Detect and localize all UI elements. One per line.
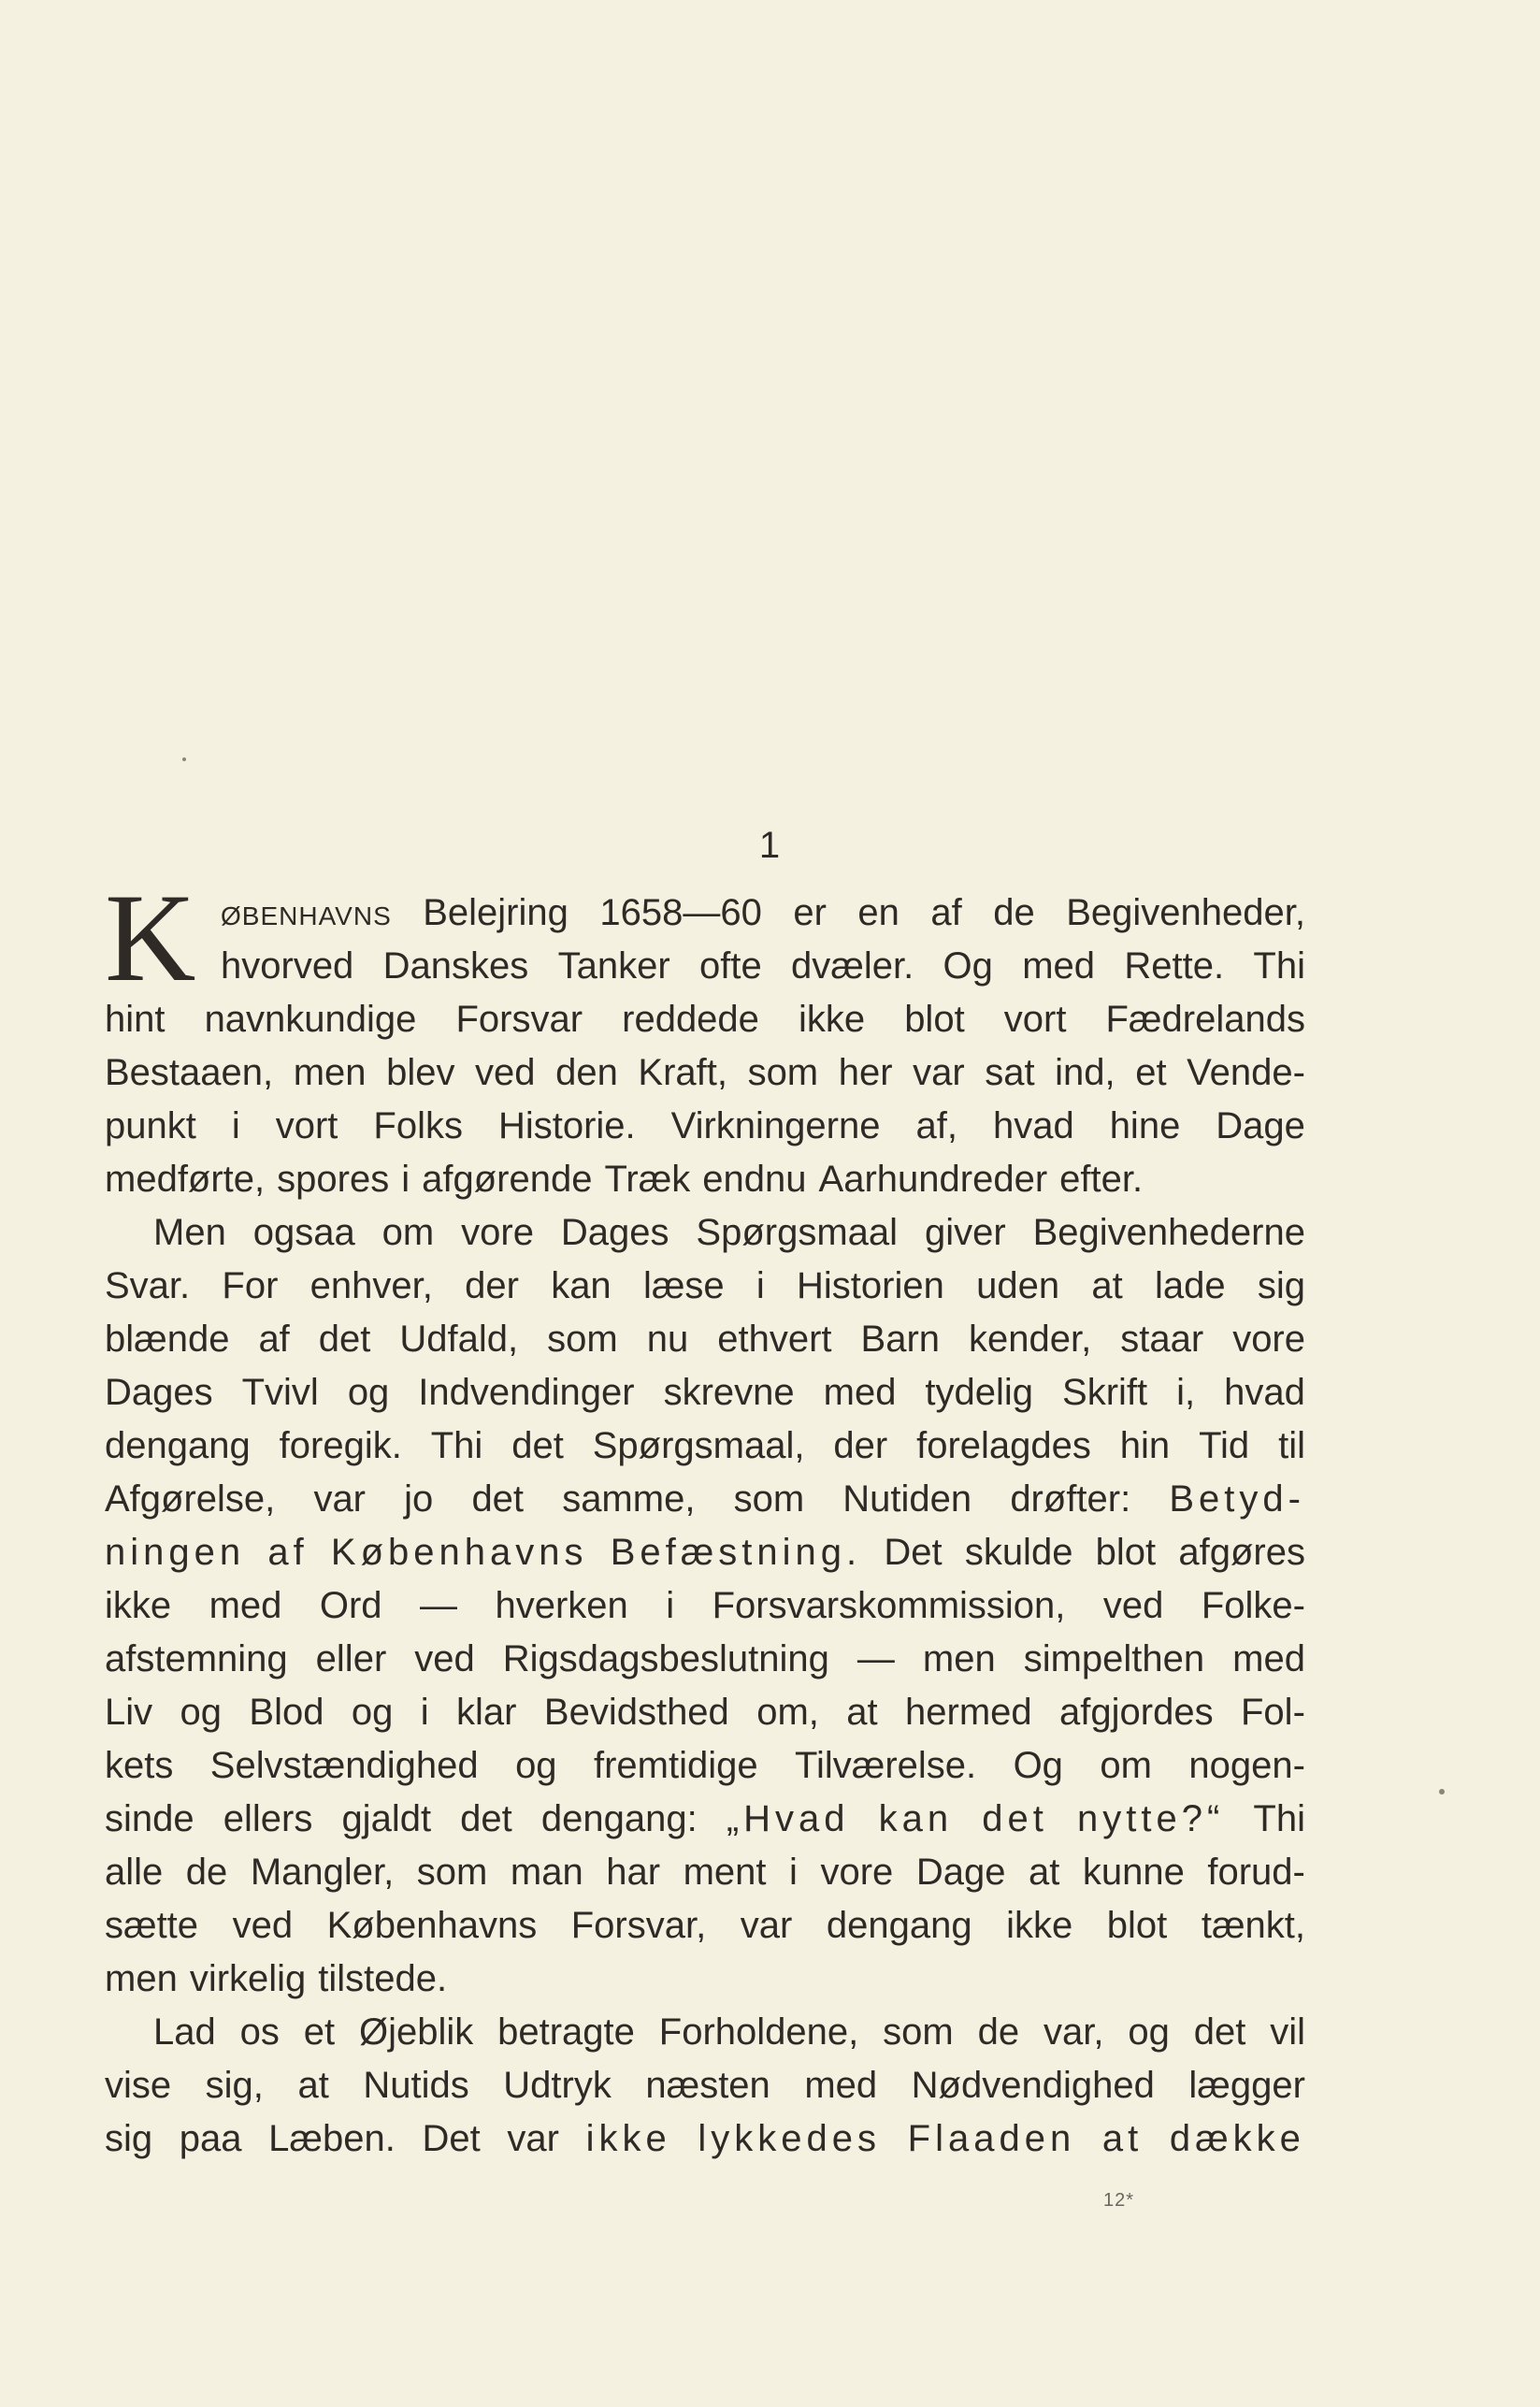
word: ikke [798,999,866,1040]
word: som [747,1052,819,1093]
word: Dage [1216,1105,1305,1146]
word: ellers [223,1798,313,1839]
word: endnu [702,1159,807,1200]
word: kunne [1082,1852,1185,1893]
word: Øjeblik [358,2011,474,2053]
word: nu [646,1319,689,1360]
word: ethvert [717,1319,832,1360]
word: næsten [645,2065,770,2106]
word: der [833,1425,888,1466]
word: Spørgsmaal, [592,1425,805,1466]
word: i [666,1585,675,1626]
word: i, [1176,1372,1196,1413]
word: Spørgsmaal [696,1212,899,1253]
word: Lad [153,2011,216,2053]
word: som [547,1319,618,1360]
word: tilstede. [318,1958,448,1999]
text-line [105,1366,1305,1420]
word: blot [1106,1905,1168,1946]
word: hvad [992,1105,1074,1146]
word: For [222,1265,279,1306]
text-line [105,1313,1305,1366]
word: og [180,1692,223,1733]
word: det [460,1798,512,1839]
word: Historie. [497,1105,636,1146]
word: sig, [205,2065,264,2106]
word: et [1135,1052,1167,1093]
word: men [293,1052,367,1093]
word: Begivenhederne [1032,1212,1305,1253]
text-line [105,2112,1305,2166]
word: som [733,1478,805,1520]
word: som [883,2011,954,2053]
word: har [606,1852,661,1893]
word: ofte [698,945,762,987]
word: medførte, [105,1159,266,1200]
word: enhver, [309,1265,433,1306]
word: ved [475,1052,536,1093]
text-line [105,2006,1305,2059]
word: det [511,1425,564,1466]
word: med [804,2065,878,2106]
word: samme, [562,1478,696,1520]
word: de [993,892,1035,933]
word: sinde [105,1798,194,1839]
word: giver [924,1212,1006,1253]
word: Tilværelse. [795,1745,977,1786]
word: at [846,1692,878,1733]
word: her [838,1052,893,1093]
word: om, [756,1692,819,1733]
word: hvorved [221,945,354,987]
text-line [105,940,1305,993]
word: dengang [105,1425,251,1466]
word: afgøres [1178,1532,1305,1573]
word: sætte [105,1905,199,1946]
word: Belejring [423,892,569,933]
word: Virkningerne [670,1105,881,1146]
word: var [507,2118,559,2159]
word: Vende- [1187,1052,1305,1093]
word: Forsvar, [570,1905,707,1946]
word: uden [976,1265,1060,1306]
word: „Hvad [726,1798,850,1839]
word: nytte?“ [1076,1798,1225,1839]
word: læse [642,1265,725,1306]
word: Historien [797,1265,944,1306]
text-line [105,1739,1305,1793]
text-line [105,1206,1305,1260]
drop-cap-letter: K [105,869,196,1008]
word: lade [1154,1265,1226,1306]
word: Bevidsthed [543,1692,729,1733]
word: Fol- [1241,1692,1305,1733]
word: efter. [1059,1159,1144,1200]
word: Svar. [105,1265,191,1306]
word: vil [1270,2011,1305,2053]
word: Aarhundreder [818,1159,1048,1200]
word: et [303,2011,336,2053]
word: ikke [585,2118,671,2159]
word: blot [904,999,965,1040]
word: reddede [622,999,759,1040]
word: Selvstændighed [209,1745,479,1786]
word: Begivenheder, [1066,892,1305,933]
word: det [318,1319,371,1360]
word: med [823,1372,897,1413]
word: om [1100,1745,1152,1786]
word: tænkt, [1201,1905,1305,1946]
word: drøfter: [1010,1478,1131,1520]
paper-speck [1439,1789,1445,1794]
word: kender, [969,1319,1092,1360]
word: virkelig [189,1958,307,1999]
word: nogen- [1188,1745,1305,1786]
body-text [105,869,1305,2166]
word: lægger [1188,2065,1305,2106]
chapter-number: 1 [758,825,782,866]
word: dengang [826,1905,972,1946]
word: Og [943,945,993,987]
word: Københavns [330,1532,588,1573]
word: Forsvar [455,999,583,1040]
word: det [471,1478,525,1520]
word: ikke [105,1585,172,1626]
word: Det [422,2118,481,2159]
word: betragte [497,2011,635,2053]
word: Forsvarskommission, [712,1585,1066,1626]
word: de [977,2011,1020,2053]
paper-speck [182,757,186,761]
word: Rigsdagsbeslutning [502,1638,829,1679]
word: Barn [860,1319,941,1360]
word: navnkundige [204,999,417,1040]
word: af [258,1319,290,1360]
word: af [267,1532,309,1573]
word: hint [105,999,166,1040]
word: er [793,892,827,933]
text-line [105,1686,1305,1739]
text-line [105,1046,1305,1100]
text-line [105,993,1305,1046]
word: Rette. [1124,945,1225,987]
word: blænde [105,1319,230,1360]
text-line [105,1953,1305,2006]
word: med [1022,945,1096,987]
word: og [1128,2011,1170,2053]
word: skrevne [663,1372,795,1413]
word: Tanker [557,945,670,987]
word: gjaldt [341,1798,432,1839]
word: — [420,1585,457,1626]
word: at [1101,2118,1144,2159]
word: ved [1102,1585,1164,1626]
word: alle [105,1852,164,1893]
word: foregik. [279,1425,402,1466]
word: man [510,1852,583,1893]
word: ningen [105,1532,246,1573]
word: klar [456,1692,517,1733]
word: der [465,1265,519,1306]
word: vort [1003,999,1067,1040]
word: Fædrelands [1105,999,1305,1040]
text-line [105,1473,1305,1526]
word: i [756,1265,765,1306]
word: ogsaa [252,1212,355,1253]
word: Mangler, [250,1852,395,1893]
word: kets [105,1745,174,1786]
word: Afgørelse, [105,1478,276,1520]
word: at [297,2065,329,2106]
word: var [313,1478,367,1520]
word: Blod [249,1692,324,1733]
word: sat [985,1052,1035,1093]
word: Nødvendighed [911,2065,1155,2106]
word: skulde [964,1532,1073,1573]
text-line [105,1526,1305,1579]
word: Thi [430,1425,483,1466]
word: at [1091,1265,1123,1306]
word: hine [1109,1105,1181,1146]
word: den [555,1052,618,1093]
word: som [416,1852,488,1893]
word: kan [551,1265,612,1306]
word: vore [1232,1319,1305,1360]
word: ment [683,1852,767,1893]
word: staar [1120,1319,1204,1360]
word: dengang: [540,1798,698,1839]
word: Og [1013,1745,1063,1786]
word: Dages [105,1372,213,1413]
text-line [105,1260,1305,1313]
word: om [381,1212,435,1253]
word: hermed [905,1692,1032,1733]
word: Men [153,1212,226,1253]
word: dække [1169,2118,1305,2159]
word: Flaaden [907,2118,1076,2159]
word: Folke- [1201,1585,1305,1626]
word: fremtidige [593,1745,758,1786]
word: os [239,2011,280,2053]
word: var, [1043,2011,1104,2053]
text-line [105,1420,1305,1473]
word: Bestaaen, [105,1052,274,1093]
word: de [185,1852,228,1893]
word: Udfald, [399,1319,519,1360]
word: Liv [105,1692,153,1733]
word: var [913,1052,965,1093]
word: afgjordes [1059,1692,1214,1733]
word: afgørende [422,1159,593,1200]
word: i [231,1105,240,1146]
word: Nutiden [842,1478,972,1520]
word: — [856,1638,895,1679]
word: Indvendinger [418,1372,635,1413]
word: øbenhavns [221,892,392,933]
word: Thi [1253,945,1305,987]
word: Dage [915,1852,1006,1893]
signature-mark: 12* [1103,2190,1135,2211]
word: ved [232,1905,294,1946]
word: vise [105,2065,172,2106]
word: vore [820,1852,894,1893]
word: af, [915,1105,957,1146]
word: og [347,1372,390,1413]
word: Kraft, [638,1052,727,1093]
text-line [105,1579,1305,1633]
word: i [401,1159,410,1200]
word: og [351,1692,394,1733]
text-line [105,1633,1305,1686]
word: eller [315,1638,387,1679]
word: vort [275,1105,338,1146]
word: blot [1095,1532,1157,1573]
word: Ord [319,1585,382,1626]
word: hvad [1224,1372,1305,1413]
word: paa [179,2118,242,2159]
word: Udtryk [503,2065,612,2106]
word: sig [1257,1265,1305,1306]
word: Tvivl [241,1372,319,1413]
word: hin [1119,1425,1171,1466]
word: Thi [1253,1798,1305,1839]
text-line [105,2059,1305,2112]
text-line [105,1899,1305,1953]
word: Danskes [382,945,529,987]
word: men [105,1958,178,1999]
word: Skrift [1062,1372,1148,1413]
word: Tid [1199,1425,1250,1466]
word: og [515,1745,557,1786]
word: en [857,892,900,933]
word: Forholdene, [658,2011,859,2053]
word: Dages [560,1212,669,1253]
word: af [930,892,962,933]
word: tydelig [925,1372,1034,1413]
word: punkt [105,1105,196,1146]
text-line [105,1793,1305,1846]
word: i [420,1692,429,1733]
text-line [105,1100,1305,1153]
word: sig [105,2118,153,2159]
word: ikke [1006,1905,1073,1946]
word: lykkedes [698,2118,881,2159]
word: forelagdes [916,1425,1091,1466]
word: med [1232,1638,1305,1679]
word: Det [884,1532,943,1573]
word: ved [414,1638,475,1679]
word: spores [277,1159,390,1200]
word: kan [878,1798,954,1839]
word: Nutids [363,2065,469,2106]
word: forud- [1207,1852,1305,1893]
word: afstemning [105,1638,288,1679]
word: simpelthen [1023,1638,1205,1679]
word: jo [404,1478,434,1520]
word: Betyd- [1169,1478,1305,1520]
word: til [1278,1425,1305,1466]
word: Træk [604,1159,691,1200]
text-line [105,1846,1305,1899]
text-line [105,886,1305,940]
word: i [789,1852,798,1893]
word: Befæstning. [610,1532,862,1573]
word: med [209,1585,282,1626]
word: men [922,1638,996,1679]
word: vore [461,1212,534,1253]
word: Folks [373,1105,463,1146]
word: blev [386,1052,455,1093]
word: ind, [1055,1052,1115,1093]
word: det [982,1798,1048,1839]
word: at [1028,1852,1060,1893]
word: var [740,1905,793,1946]
word: 1658—60 [599,892,762,933]
word: hverken [495,1585,628,1626]
word: Københavns [326,1905,538,1946]
word: dvæler. [791,945,914,987]
word: Læben. [268,2118,396,2159]
word: det [1193,2011,1246,2053]
text-line [105,1153,1305,1206]
